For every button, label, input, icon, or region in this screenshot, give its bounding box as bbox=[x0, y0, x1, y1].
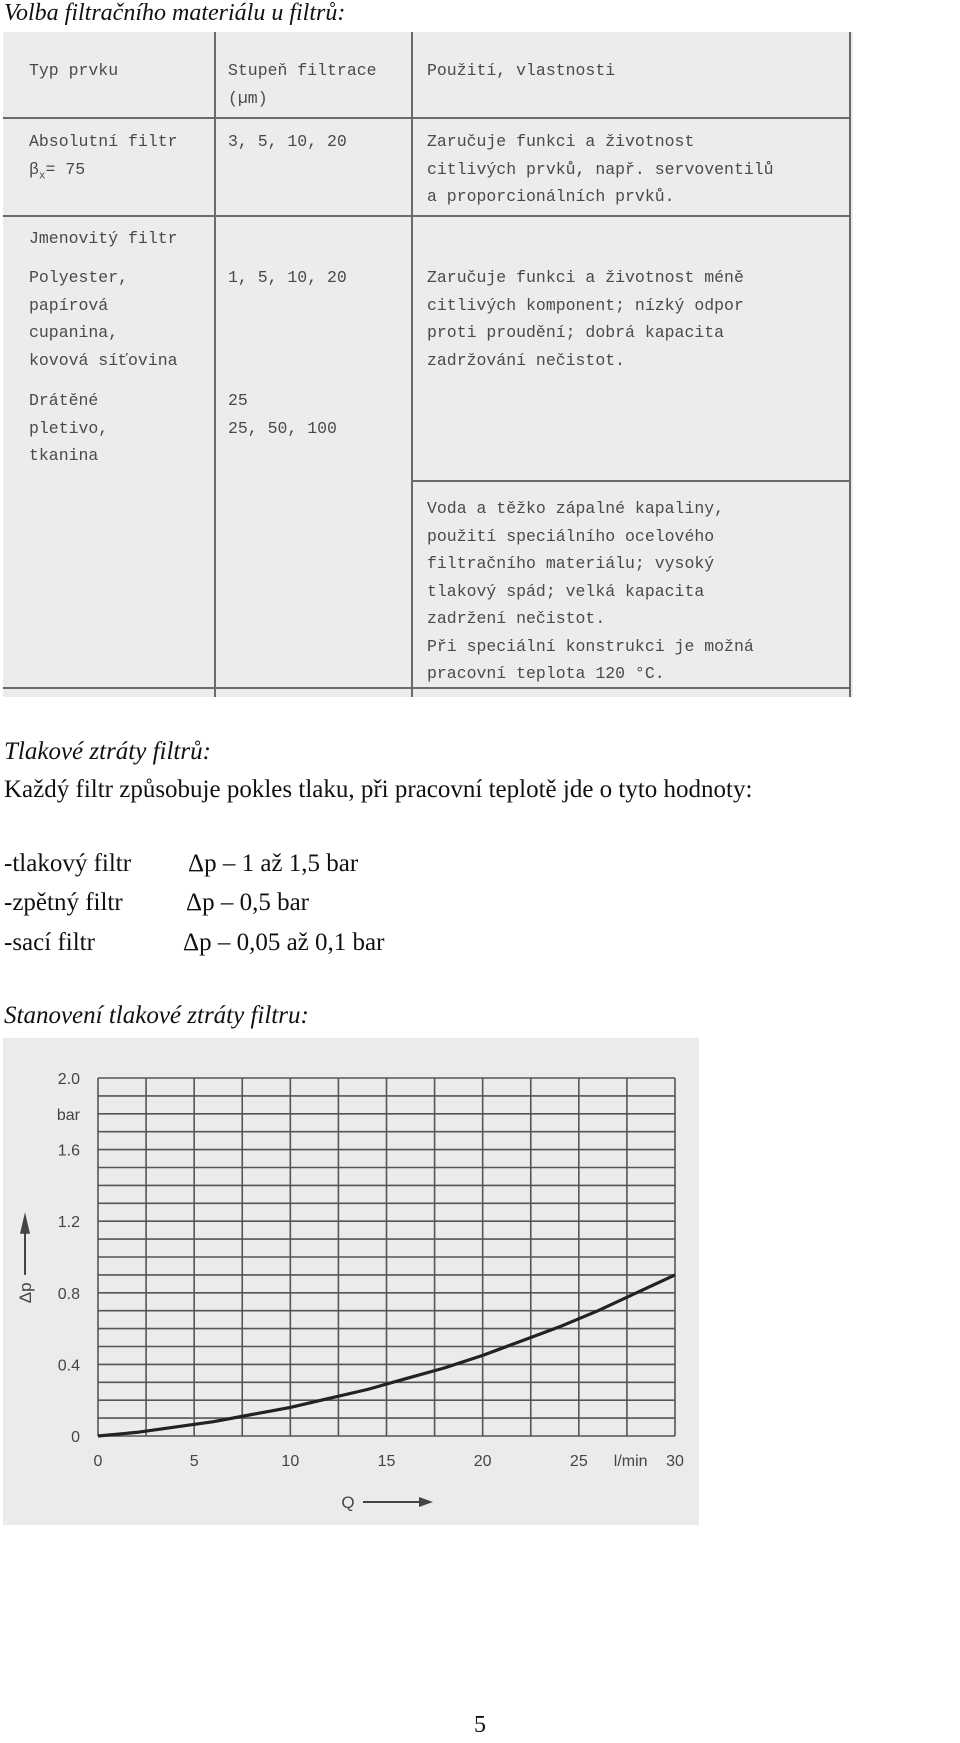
y-tick-label: 1.6 bbox=[57, 1142, 80, 1160]
nominal-filter-use: Zaručuje funkci a životnost méně citlivých komponent; nízký odpor proti proudění; dobrá kapacita zadržování nečistot. bbox=[427, 268, 744, 370]
chart-heading: Stanovení tlakové ztráty filtru: bbox=[4, 1002, 309, 1029]
y-tick-label: 1.2 bbox=[57, 1214, 80, 1232]
y-tick-label: 0 bbox=[71, 1429, 80, 1446]
y-axis-label: Δp bbox=[16, 1282, 35, 1304]
filter-material-table bbox=[3, 32, 853, 697]
x-tick-label: 20 bbox=[473, 1453, 492, 1470]
table-header-grade: Stupeň filtrace (µm) bbox=[228, 61, 377, 108]
x-tick-label: 25 bbox=[569, 1453, 588, 1470]
x-axis-label: Q bbox=[341, 1493, 355, 1512]
table-header-type: Typ prvku bbox=[29, 61, 119, 80]
pressure-item-value: Δp – 1 až 1,5 bar bbox=[188, 850, 359, 877]
x-tick-label: 30 bbox=[666, 1453, 684, 1470]
table-divider bbox=[3, 215, 851, 217]
x-tick-label: 10 bbox=[281, 1453, 300, 1470]
wire-filter-grade: 25 25, 50, 100 bbox=[228, 391, 337, 438]
y-axis-arrowhead bbox=[20, 1212, 30, 1233]
x-tick-label: 15 bbox=[377, 1453, 396, 1470]
y-tick-label: 2.0 bbox=[57, 1071, 80, 1088]
nominal-filter-type: Polyester, papírová cupanina, kovová síťovina bbox=[29, 268, 178, 370]
x-tick-label: 5 bbox=[189, 1453, 199, 1470]
table-divider bbox=[214, 32, 216, 697]
y-unit-label: bar bbox=[56, 1106, 80, 1124]
absolute-filter-beta: $\beta_x= 75$ bbox=[29, 160, 86, 183]
table-header-use: Použití, vlastnosti bbox=[427, 61, 616, 80]
page-number: 5 bbox=[474, 1712, 486, 1738]
pressure-loss-heading: Tlakové ztráty filtrů: bbox=[4, 738, 211, 765]
section-heading-filter-material: Volba filtračního materiálu u filtrů: bbox=[4, 0, 346, 26]
pressure-item-value: Δp – 0,5 bar bbox=[186, 889, 309, 916]
wire-filter-type: Drátěné pletivo, tkanina bbox=[29, 391, 109, 465]
y-tick-label: 0.8 bbox=[57, 1285, 80, 1303]
table-divider bbox=[411, 480, 851, 482]
table-divider bbox=[3, 117, 851, 119]
x-tick-label: 0 bbox=[93, 1453, 103, 1470]
table-divider bbox=[849, 32, 851, 697]
nominal-filter-title: Jmenovitý filtr bbox=[29, 229, 178, 248]
nominal-filter-grade: 1, 5, 10, 20 bbox=[228, 268, 347, 287]
absolute-filter-use: Zaručuje funkci a životnost citlivých prvků, např. servoventilů a proporcionálních prvků. bbox=[427, 132, 774, 206]
pressure-loss-intro: Každý filtr způsobuje pokles tlaku, při pracovní teplotě jde o tyto hodnoty: bbox=[4, 776, 753, 803]
table-divider bbox=[411, 32, 413, 697]
y-tick-label: 0.4 bbox=[57, 1357, 80, 1375]
absolute-filter-grade: 3, 5, 10, 20 bbox=[228, 132, 347, 151]
absolute-filter-type: Absolutní filtr bbox=[29, 132, 178, 151]
wire-filter-use: Voda a těžko zápalné kapaliny, použití speciálního ocelového filtračního materiálu; vysoký tlakový spád; velká kapacita zadržení nečistot. Při speciální konstrukci je možná pracovní teplota 120 °C. bbox=[427, 499, 754, 683]
x-unit-label: l/min bbox=[613, 1453, 648, 1470]
pressure-item-name: -sací filtr bbox=[4, 929, 95, 956]
x-axis-arrowhead bbox=[419, 1497, 433, 1507]
pressure-loss-chart-svg bbox=[3, 1038, 699, 1525]
pressure-item-name: -tlakový filtr bbox=[4, 850, 132, 877]
pressure-item-name: -zpětný filtr bbox=[4, 889, 123, 916]
pressure-loss-chart bbox=[3, 1038, 699, 1525]
pressure-item-value: Δp – 0,05 až 0,1 bar bbox=[183, 929, 385, 956]
